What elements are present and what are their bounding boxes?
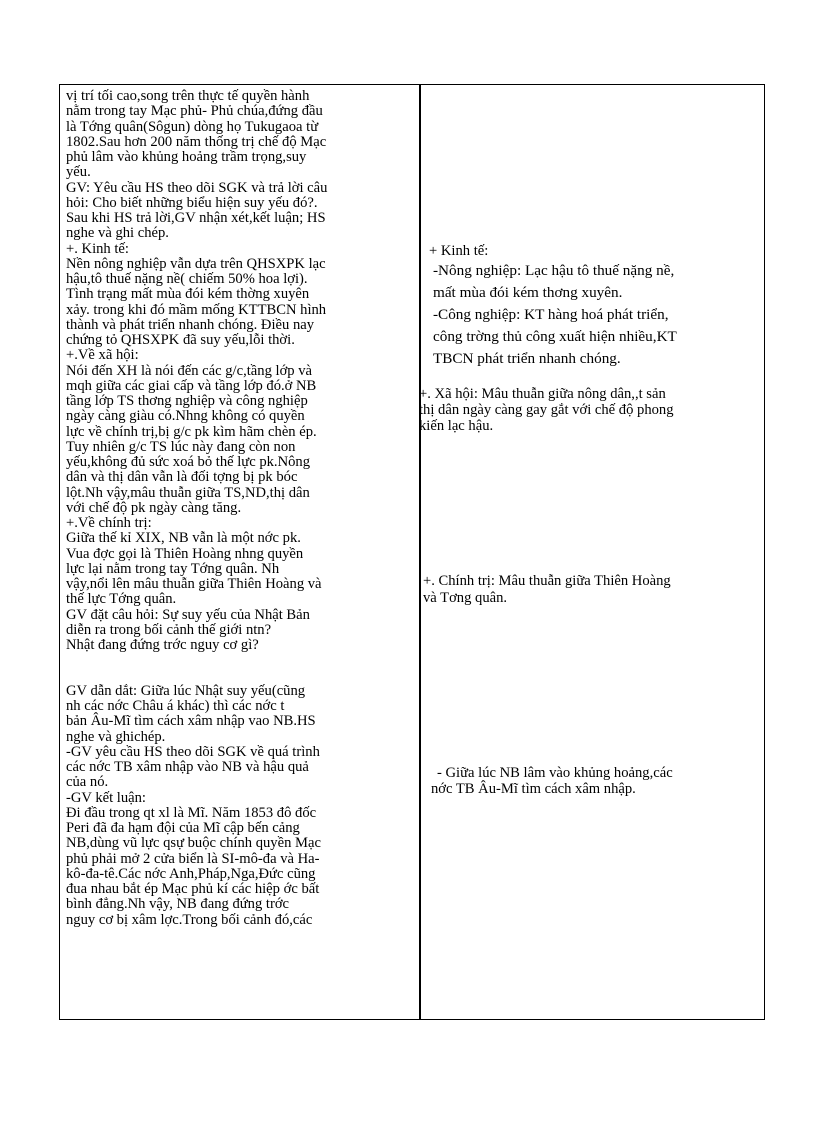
text-line: yếu. [66,164,91,181]
text-line: Vua đợc gọi là Thiên Hoàng nhng quyền [66,545,304,562]
text-line: nguy cơ bị xâm lợc.Trong bối cảnh đó,các [66,911,313,928]
text-line: các nớc TB xâm nhập vào NB và hậu quả [66,759,309,775]
text-line: lực lại nằm trong tay Tớng quân. Nh [66,560,280,577]
society-line: +. Xã hội: Mâu thuẫn giữa nông dân,,t sản [419,386,666,402]
text-line: Giữa thế kỉ XIX, NB vẫn là một nớc pk. [66,530,301,547]
text-line: nghe và ghi chép. [66,225,169,242]
text-line: với chế độ pk ngày càng tăng. [66,499,242,516]
society-line: kiến lạc hậu. [419,418,494,434]
text-line: lực về chính trị,bị g/c pk kìm hãm chèn ép. [66,423,317,440]
invasion-line: - Giữa lúc NB lâm vào khủng hoảng,các [437,765,673,781]
text-line: GV đặt câu hỏi: Sự suy yếu của Nhật Bản [66,606,310,623]
text-line: hỏi: Cho biết những biểu hiện suy yếu đó?. [66,194,318,211]
text-line: 1802.Sau hơn 200 năm thống trị chế độ Mạc [66,133,327,150]
text-line: hậu,tô thuế nặng nề( chiếm 50% hoa lợi). [66,271,308,287]
text-line: +.Về chính trị: [66,515,152,531]
text-line: diễn ra trong bối cảnh thế giới ntn? [66,621,272,638]
text-line: Nhật đang đứng trớc nguy cơ gì? [66,637,259,653]
column-divider [419,85,421,1019]
text-line: đua nhau bắt ép Mạc phủ kí các hiệp ớc bất [66,881,320,897]
text-line: ngày càng giàu có.Nhng không có quyền [66,408,305,425]
text-line: -GV yêu cầu HS theo dõi SGK về quá trình [66,743,320,760]
text-line: -GV kết luận: [66,789,146,806]
text-line: NB,dùng vũ lực qsự buộc chính quyền Mạc [66,835,321,852]
text-line: Đi đầu trong qt xl là Mĩ. Năm 1853 đô đốc [66,804,317,821]
economy-line: -Nông nghiệp: Lạc hậu tô thuế nặng nề, [433,262,675,279]
text-line: tầng lớp TS thơng nghiệp và công nghiệp [66,393,308,409]
economy-line: mất mùa đói kém thơng xuyên. [433,284,623,301]
economy-line: TBCN phát triển nhanh chóng. [433,350,621,367]
text-line: thành và phát triển nhanh chóng. Điều nay [66,316,315,333]
text-line: yếu,không đủ sức xoá bỏ thế lực pk.Nông [66,454,311,470]
text-line: GV dẫn dắt: Giữa lúc Nhật suy yếu(cũng [66,682,306,699]
economy-heading: + Kinh tế: [429,243,489,259]
text-line: vị trí tối cao,song trên thực tế quyền hành [66,88,310,104]
text-line: thế lực Tớng quân. [66,591,177,608]
text-line: bình đẳng.Nh vậy, NB đang đứng trớc [66,896,290,913]
text-line: lột.Nh vậy,mâu thuẫn giữa TS,ND,thị dân [66,484,310,501]
text-line: chứng tỏ QHSXPK đã suy yếu,lỗi thời. [66,332,295,348]
text-line: Nói đến XH là nói đến các g/c,tầng lớp và [66,362,313,379]
text-line: nằm trong tay Mạc phủ- Phủ chúa,đứng đầu [66,103,323,120]
text-line: của nó. [66,774,109,791]
economy-line: công trờng thủ công xuất hiện nhiều,KT [433,328,677,345]
text-line: nghe và ghichép. [66,728,166,745]
politics-line: và Tơng quân. [423,590,508,606]
society-line: thị dân ngày càng gay gắt với chế độ phong [419,402,674,418]
text-line: Peri đã đa hạm đội của Mĩ cập bến cảng [66,820,300,836]
text-line: phủ phải mở 2 cửa biển là SI-mô-đa và Ha- [66,850,320,867]
lesson-table [59,84,765,1020]
text-line: là Tớng quân(Sôgun) dòng họ Tukugaoa từ [66,118,319,135]
text-line: kô-đa-tê.Các nớc Anh,Pháp,Nga,Đức cũng [66,865,316,882]
text-line: +.Về xã hội: [66,347,139,364]
text-line: GV: Yêu cầu HS theo dõi SGK và trả lời câu [66,179,328,196]
text-line: mqh giữa các giai cấp và tầng lớp đó.ở NB [66,377,317,394]
text-line: bản Âu-Mĩ tìm cách xâm nhập vao NB.HS [66,713,316,730]
text-line: +. Kinh tế: [66,240,129,257]
text-line: phủ lâm vào khủng hoảng trầm trọng,suy [66,149,307,165]
economy-line: -Công nghiệp: KT hàng hoá phát triển, [433,306,669,323]
text-line: Nền nông nghiệp vẫn dựa trên QHSXPK lạc [66,255,326,272]
text-line: Tình trạng mất mùa đói kém thờng xuyên [66,286,310,303]
text-line: dân và thị dân vẫn là đối tợng bị pk bóc [66,469,298,486]
text-line: Tuy nhiên g/c TS lúc này đang còn non [66,438,296,455]
text-line: xảy. trong khi đó mầm mống KTTBCN hình [66,301,327,318]
text-line: nh các nớc Châu á khác) thì các nớc t [66,698,285,714]
invasion-line: nớc TB Âu-Mĩ tìm cách xâm nhập. [431,781,636,797]
teacher-activity-column [66,89,412,1019]
politics-line: +. Chính trị: Mâu thuẫn giữa Thiên Hoàng [423,573,671,589]
knowledge-column [419,85,762,1019]
text-line: vậy,nổi lên mâu thuẫn giữa Thiên Hoàng và [66,576,322,592]
text-line: Sau khi HS trả lời,GV nhận xét,kết luận; HS [66,210,326,226]
